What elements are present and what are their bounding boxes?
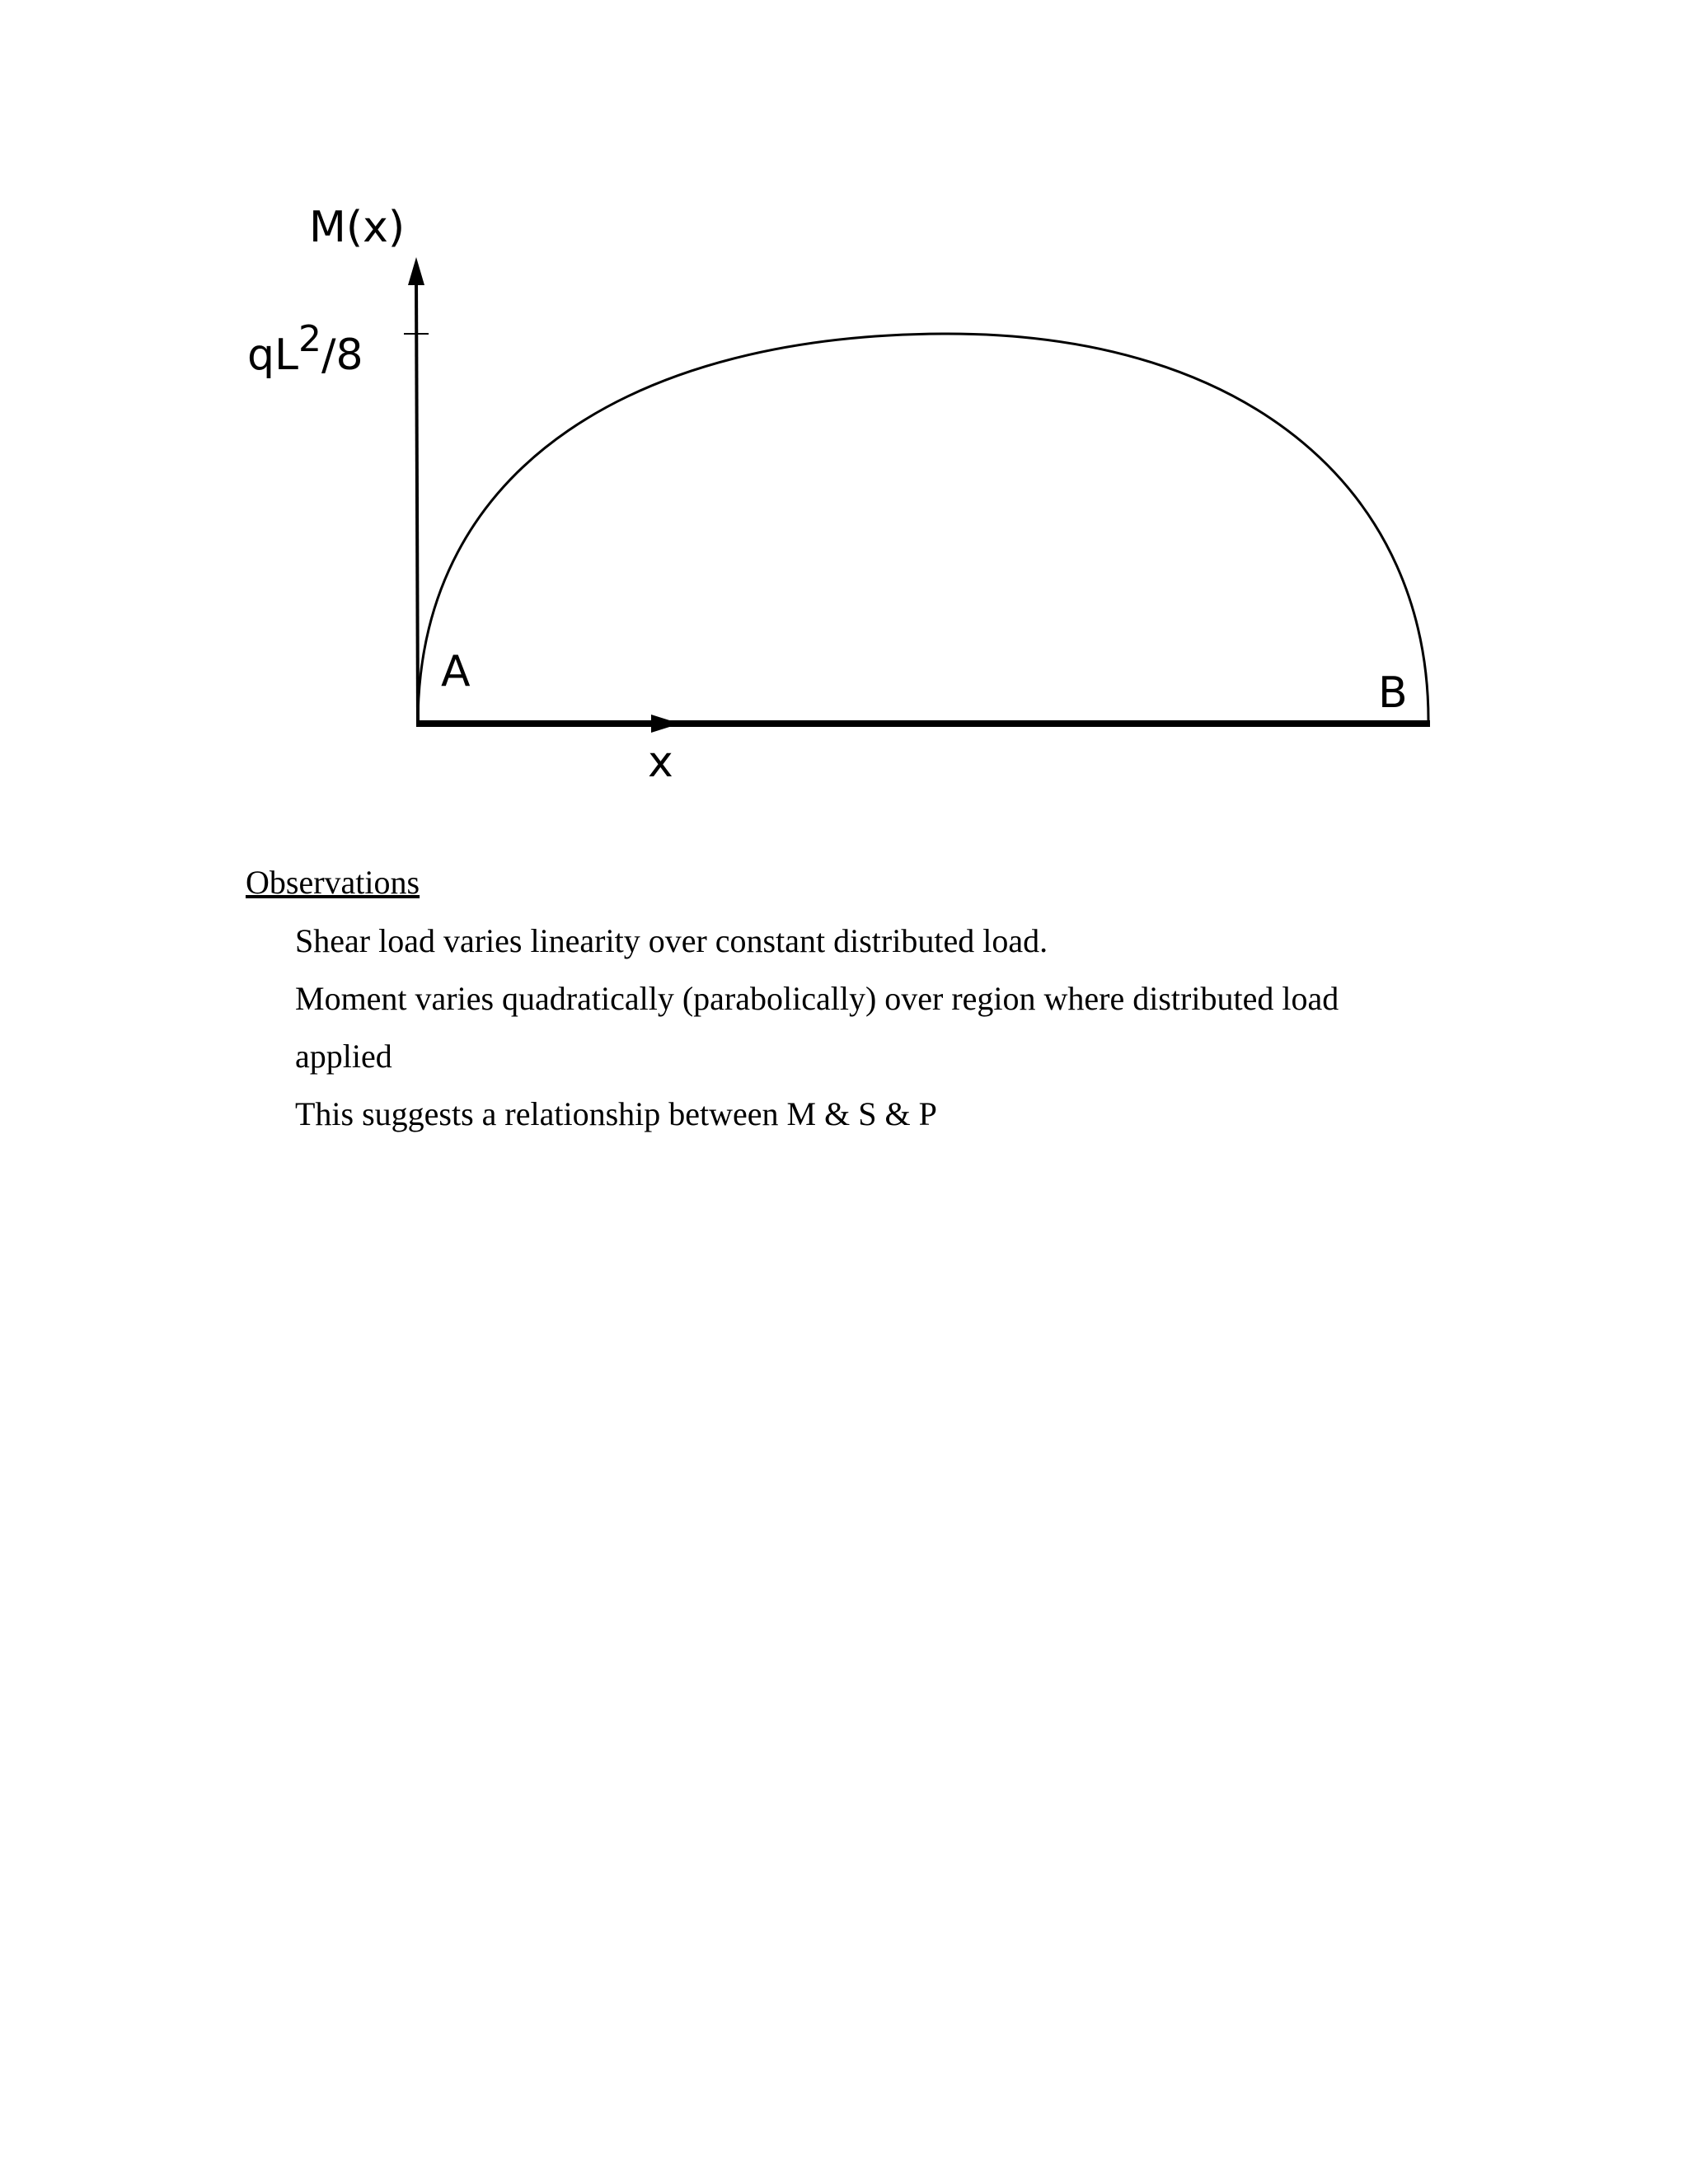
right-support-label: B [1378, 668, 1408, 718]
y-axis-arrowhead [408, 257, 424, 285]
y-axis [416, 276, 418, 724]
y-max-label-rest: /8 [321, 330, 363, 380]
observation-line: Shear load varies linearity over constant distributed load. [295, 922, 1048, 959]
y-max-label [247, 318, 363, 380]
x-axis-label: x [648, 738, 673, 787]
observation-line: This suggests a relationship between M & S & P [295, 1095, 937, 1132]
y-max-label-sup: 2 [298, 318, 321, 360]
moment-diagram [0, 0, 1688, 824]
observation-line: applied [295, 1038, 392, 1075]
y-max-label-base: qL [247, 330, 298, 380]
left-support-label: A [441, 647, 471, 696]
x-axis-arrowhead [651, 715, 680, 733]
moment-curve [418, 334, 1428, 724]
observations-heading: Observations [246, 864, 420, 901]
observation-line: Moment varies quadratically (parabolically) over region where distributed load [295, 980, 1339, 1017]
y-axis-label: M(x) [309, 203, 406, 252]
